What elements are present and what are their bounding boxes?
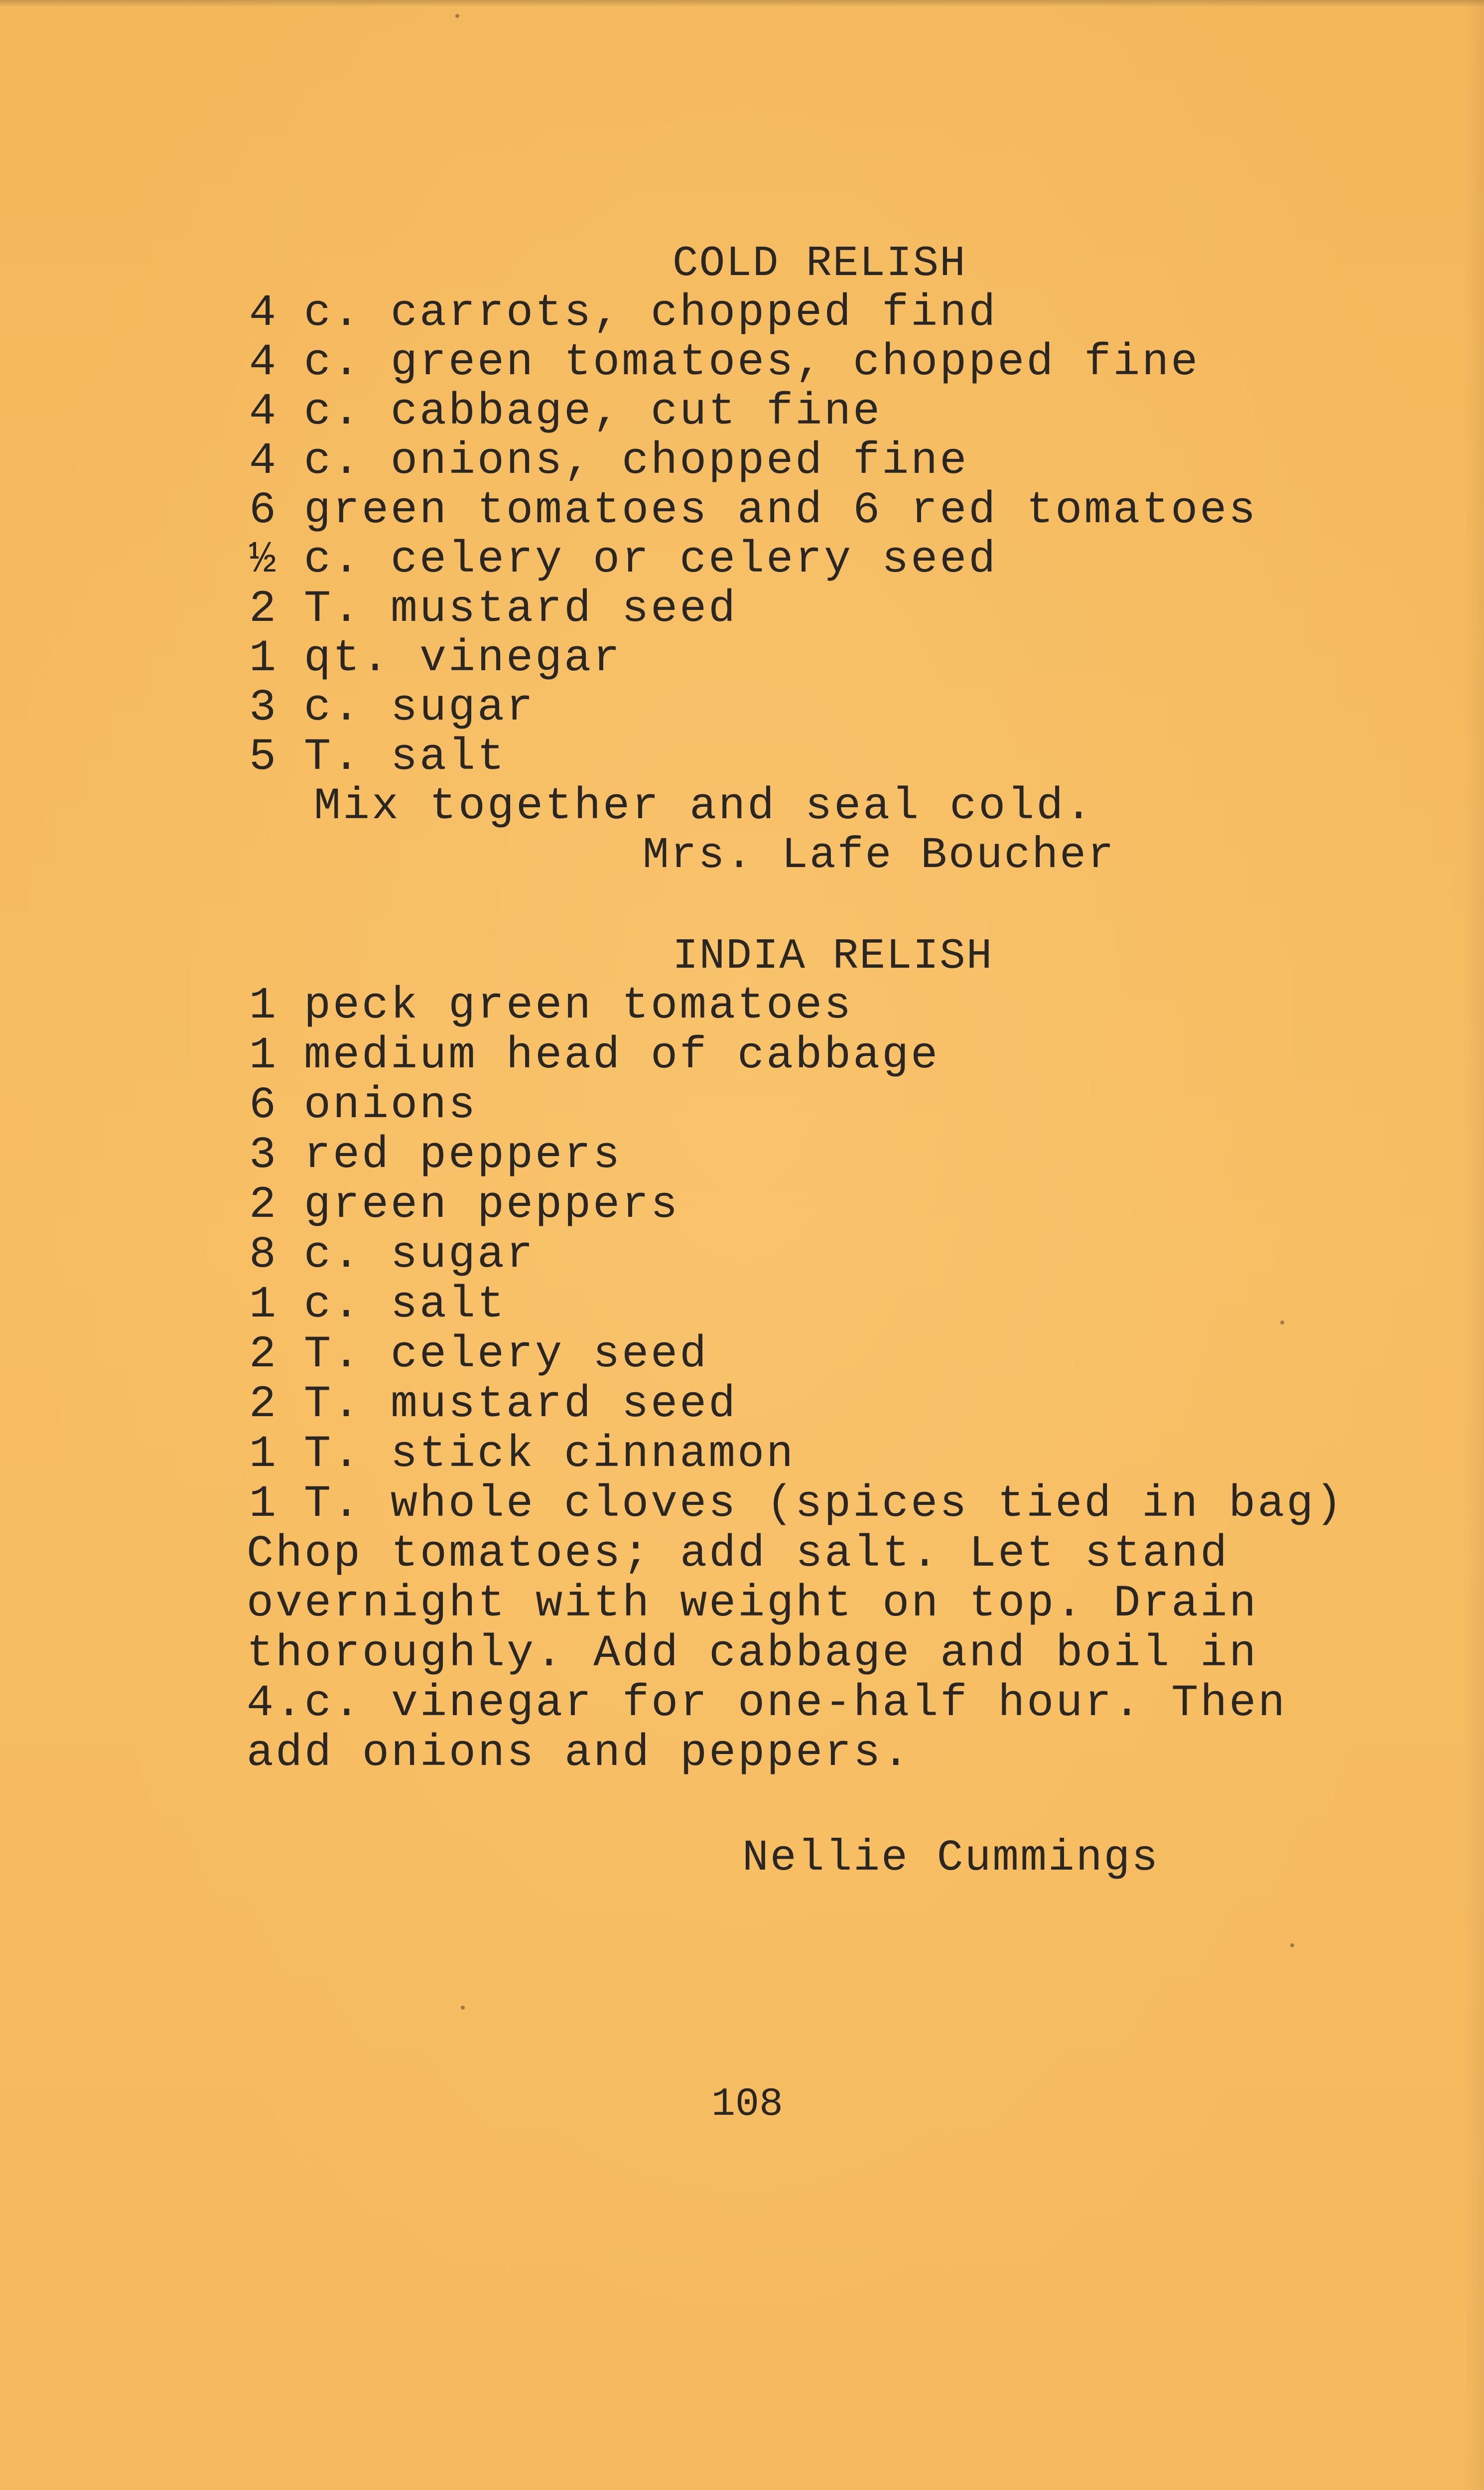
ingredient-line — [249, 288, 997, 339]
ingredient-line — [249, 633, 622, 684]
ingredient-text: onions — [304, 1080, 478, 1131]
ingredient-qty: 1 — [249, 1280, 278, 1330]
ingredient-line — [249, 732, 506, 783]
ingredient-line — [249, 1030, 940, 1081]
cold-relish-instruction: Mix together and seal cold. — [314, 781, 1094, 832]
ingredient-text: c. cabbage, cut fine — [304, 387, 882, 438]
ingredient-qty: 3 — [249, 683, 278, 733]
ingredient-text: T. celery seed — [304, 1329, 709, 1380]
india-relish-author: Nellie Cummings — [742, 1834, 1160, 1883]
ingredient-text: c. carrots, chopped find — [304, 288, 998, 339]
ingredient-qty: 2 — [249, 584, 278, 635]
ingredient-line — [249, 981, 853, 1031]
ingredient-text: c. green tomatoes, chopped fine — [304, 337, 1200, 388]
india-relish-instruction-line: Chop tomatoes; add salt. Let stand — [247, 1529, 1229, 1580]
ingredient-text: c. celery or celery seed — [304, 535, 998, 586]
ingredient-text: c. sugar — [304, 683, 536, 733]
india-relish-instruction-line: overnight with weight on top. Drain — [247, 1579, 1258, 1629]
ingredient-qty: 4 — [249, 288, 278, 339]
ingredient-line — [249, 436, 968, 487]
ingredient-qty: 6 — [249, 1080, 278, 1131]
ingredient-qty: 2 — [249, 1180, 278, 1231]
cold-relish-title: COLD RELISH — [673, 239, 966, 288]
ingredient-text: medium head of cabbage — [304, 1030, 940, 1081]
ingredient-qty: 1 — [249, 981, 278, 1031]
ingredient-line — [249, 337, 1200, 388]
ingredient-line — [249, 1230, 535, 1281]
ingredient-text: red peppers — [304, 1130, 622, 1181]
paper-speck — [455, 14, 459, 18]
page-top-edge — [0, 0, 1484, 7]
ingredient-text: green tomatoes and 6 red tomatoes — [304, 485, 1258, 536]
page-number: 108 — [711, 2082, 784, 2127]
ingredient-qty: 1 — [249, 1479, 278, 1530]
ingredient-qty: 1 — [249, 633, 278, 684]
india-relish-title: INDIA RELISH — [673, 932, 993, 981]
cold-relish-author: Mrs. Lafe Boucher — [643, 831, 1115, 880]
ingredient-line — [249, 1080, 477, 1131]
ingredient-qty: 2 — [249, 1379, 278, 1430]
ingredient-text: qt. vinegar — [304, 633, 622, 684]
ingredient-text: T. mustard seed — [304, 1379, 738, 1430]
ingredient-qty: 6 — [249, 485, 278, 536]
ingredient-text: T. stick cinnamon — [304, 1429, 796, 1480]
page-right-edge — [1464, 0, 1484, 2490]
ingredient-line — [249, 1379, 737, 1430]
ingredient-text: c. sugar — [304, 1230, 536, 1281]
ingredient-line — [249, 584, 737, 635]
ingredient-text: T. mustard seed — [304, 584, 738, 635]
ingredient-line — [249, 1180, 679, 1231]
ingredient-line — [249, 1479, 1344, 1530]
india-relish-instruction-line: thoroughly. Add cabbage and boil in — [247, 1628, 1258, 1679]
ingredient-qty: ½ — [249, 535, 278, 586]
ingredient-line — [249, 485, 1257, 536]
paper-speck — [461, 2006, 465, 2010]
ingredient-line — [249, 535, 997, 586]
ingredient-qty: 4 — [249, 387, 278, 438]
ingredient-text: green peppers — [304, 1180, 680, 1231]
ingredient-text: peck green tomatoes — [304, 981, 853, 1031]
ingredient-line — [249, 683, 535, 733]
ingredient-text: T. whole cloves (spices tied in bag) — [304, 1479, 1345, 1530]
ingredient-line — [249, 1130, 622, 1181]
ingredient-qty: 4 — [249, 337, 278, 388]
ingredient-qty: 2 — [249, 1329, 278, 1380]
india-relish-instruction-line: add onions and peppers. — [247, 1728, 912, 1779]
ingredient-line — [249, 1280, 506, 1330]
ingredient-qty: 8 — [249, 1230, 278, 1281]
ingredient-qty: 5 — [249, 732, 278, 783]
paper-speck — [1290, 1943, 1294, 1947]
india-relish-instruction-line: 4.c. vinegar for one-half hour. Then — [247, 1678, 1287, 1729]
ingredient-text: c. salt — [304, 1280, 507, 1330]
ingredient-text: T. salt — [304, 732, 507, 783]
ingredient-qty: 1 — [249, 1429, 278, 1480]
ingredient-qty: 3 — [249, 1130, 278, 1181]
ingredient-line — [249, 387, 882, 438]
ingredient-line — [249, 1429, 795, 1480]
ingredient-line — [249, 1329, 708, 1380]
ingredient-qty: 4 — [249, 436, 278, 487]
ingredient-text: c. onions, chopped fine — [304, 436, 969, 487]
paper-speck — [1280, 1320, 1284, 1324]
ingredient-qty: 1 — [249, 1030, 278, 1081]
